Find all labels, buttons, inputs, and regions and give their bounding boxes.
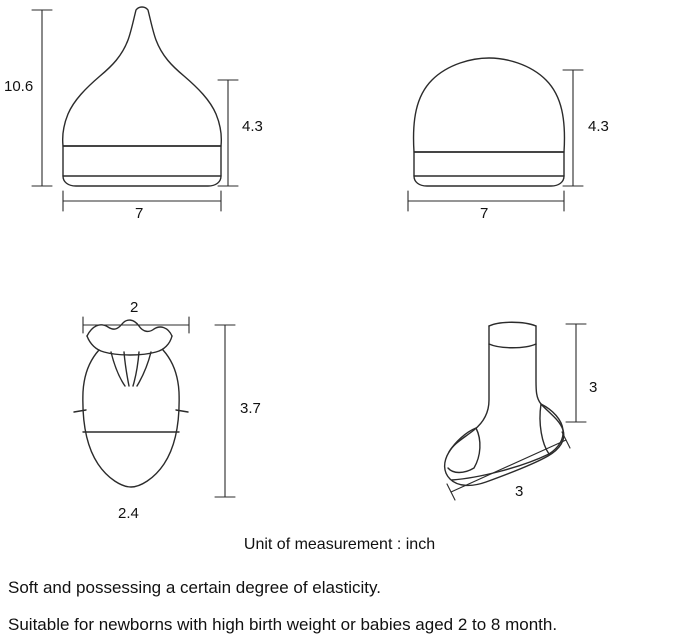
- mitten-shape: [74, 320, 188, 487]
- label-hat-round-height: 4.3: [588, 118, 609, 135]
- note-suitability: Suitable for newborns with high birth weight or babies aged 2 to 8 month.: [8, 615, 558, 634]
- label-mitten-width: 2.4: [118, 505, 139, 522]
- hat-round-shape: [414, 58, 565, 186]
- dim-height-3-7: [215, 325, 235, 497]
- dim-foot-length-3: [447, 432, 570, 500]
- label-hat-tall-width: 7: [135, 205, 144, 222]
- label-sock-foot-length: 3: [515, 483, 524, 500]
- label-hat-tall-height: 10.6: [4, 78, 34, 95]
- unit-of-measurement: Unit of measurement : inch: [243, 536, 436, 553]
- hat-tall-shape: [63, 7, 222, 186]
- label-hat-tall-brim-height: 4.3: [242, 118, 263, 135]
- note-elasticity: Soft and possessing a certain degree of elasticity.: [8, 578, 381, 597]
- dim-height-10-6: [32, 10, 52, 186]
- label-sock-height: 3: [589, 379, 598, 396]
- label-mitten-height: 3.7: [240, 400, 261, 417]
- dim-height-4-3-right: [563, 70, 583, 186]
- dim-height-3-sock: [566, 324, 586, 422]
- dim-cuff-width-2: [83, 317, 189, 333]
- label-mitten-cuff-width: 2: [130, 299, 139, 316]
- sock-shape: [445, 322, 564, 485]
- label-hat-round-width: 7: [480, 205, 489, 222]
